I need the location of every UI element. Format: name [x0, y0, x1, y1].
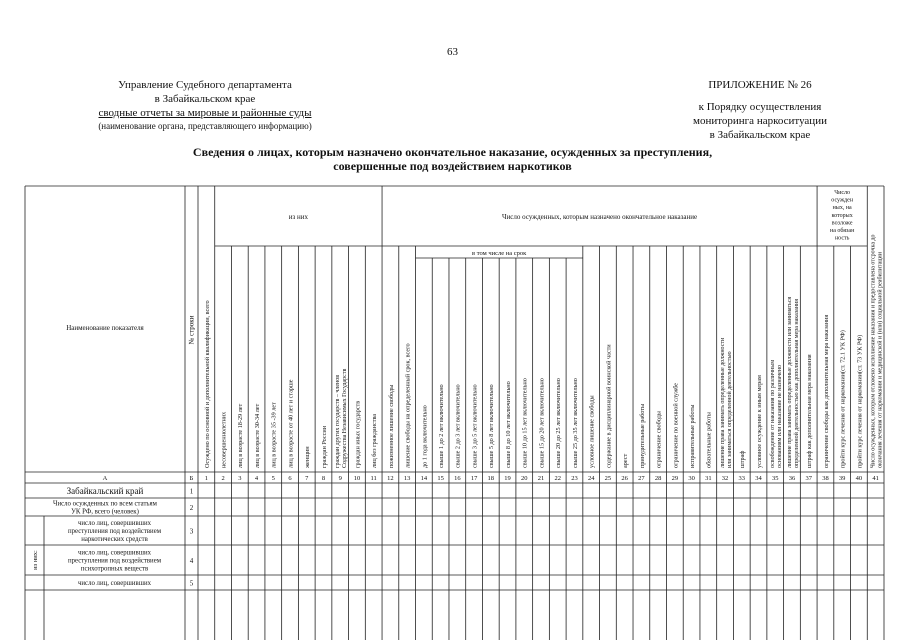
numbering-cell: 16 — [454, 475, 461, 482]
col-header-32: лишение права занимать определенные должности — [719, 337, 726, 468]
numbering-cell: 1 — [204, 475, 208, 482]
numbering-cell: 19 — [504, 475, 511, 482]
numbering-cell: 7 — [305, 475, 309, 482]
col-header-34: условное осуждение к иным мерам — [755, 375, 763, 468]
row-label: число лиц, совершивших — [78, 580, 151, 587]
col-header-9: Содружества Независимых Государств — [342, 368, 349, 468]
row-label: наркотических средств — [81, 536, 148, 543]
numbering-cell: 17 — [470, 475, 478, 482]
group-header-obligations: которых — [831, 212, 853, 219]
organization-caption: (наименование органа, представляющего информацию) — [98, 121, 312, 131]
col-header-35: основаниям или наказание не назначено — [777, 365, 784, 468]
group-header-terms: в том числе на срок — [472, 250, 527, 257]
numbering-cell: 13 — [403, 475, 411, 482]
col-header-29: ограничение по военной службе — [672, 382, 680, 468]
numbering-cell: 41 — [872, 475, 879, 482]
numbering-cell: 34 — [755, 475, 762, 482]
col-header-41: окончания лечения от наркомании и медицинской и (или) социальной реабилитации — [877, 252, 884, 468]
col-header-11: лиц без гражданства — [371, 413, 379, 468]
col-header-1: Осуждено по основной и дополнительной квалификации, всего — [203, 300, 211, 468]
appendix-line-1: к Порядку осуществления — [698, 101, 822, 113]
col-header-40: пройти курс лечения от наркомании(ст. 73 УК РФ) — [856, 334, 864, 468]
col-header-2: несовершеннолетних — [220, 411, 228, 468]
col-header-38: ограничение свободы как дополнительная мера наказания — [822, 314, 830, 468]
row-number: 3 — [189, 527, 194, 536]
col-header-23: свыше 25 до 35 лет включительно — [571, 378, 579, 468]
col-header-3: лиц в возрасте 18-29 лет — [237, 403, 245, 468]
numbering-cell: 31 — [705, 475, 712, 482]
appendix-heading: ПРИЛОЖЕНИЕ № 26 — [708, 79, 812, 91]
col-header-26: арест — [622, 453, 630, 468]
numbering-cell: 29 — [671, 475, 679, 482]
col-header-22: свыше 20 до 25 лет включительно — [555, 378, 563, 468]
group-header-obligations: на обязан — [830, 228, 855, 234]
row-label: УК РФ, всего (человек) — [71, 508, 139, 516]
group-header-obligations: возложе — [831, 220, 853, 227]
row-number: 5 — [189, 579, 194, 588]
col-header-27: принудительные работы — [638, 403, 646, 468]
col-header-5: лиц в возрасте 35 -39 лет — [270, 402, 278, 468]
numbering-cell: 3 — [238, 475, 242, 482]
numbering-cell: Б — [189, 475, 194, 482]
numbering-cell: 15 — [437, 475, 444, 482]
numbering-cell: 28 — [654, 475, 662, 482]
row-label: психотропных веществ — [80, 565, 149, 573]
col-header-24: условное лишение свободы — [588, 395, 596, 468]
col-header-16: свыше 2 до 3 лет включительно — [454, 384, 462, 468]
group-header-punishment: Число осужденных, которым назначено окончательное наказание — [502, 213, 698, 221]
numbering-cell: 10 — [353, 475, 361, 482]
numbering-cell: 40 — [855, 475, 863, 482]
col-header-4: лиц в возрасте 30-34 лет — [253, 403, 261, 468]
col-header-18: свыше 5 до 8 лет включительно — [488, 384, 496, 468]
col-header-19: свыше 8 до 10 лет включительно — [504, 381, 512, 468]
appendix-line-2: мониторинга наркоситуации — [693, 115, 827, 127]
numbering-cell: 21 — [537, 475, 545, 482]
appendix-line-3: в Забайкальском крае — [709, 129, 811, 141]
numbering-cell: 9 — [338, 475, 342, 482]
col-header-17: свыше 3 до 5 лет включительно — [471, 384, 479, 468]
numbering-cell: А — [102, 475, 108, 482]
organization-line-1: Управление Судебного департамента — [118, 79, 292, 91]
row-label: число лиц, совершивших — [78, 520, 151, 527]
col-header-28: ограничение свободы — [655, 411, 663, 468]
row-label: преступления под воздействием — [67, 557, 162, 565]
col-header-30: исправительные работы — [688, 404, 696, 468]
numbering-cell: 23 — [571, 475, 578, 482]
numbering-cell: 14 — [420, 475, 428, 482]
numbering-cell: 30 — [688, 475, 695, 482]
col-header-35: освобождение от наказания по различным — [770, 359, 777, 468]
numbering-cell: 6 — [288, 475, 292, 482]
row-number: 4 — [189, 557, 194, 565]
numbering-cell: 12 — [387, 475, 394, 482]
numbering-cell: 18 — [487, 475, 495, 482]
numbering-cell: 36 — [788, 475, 796, 482]
col-header-20: свыше 10 до 15 лет включительно — [521, 378, 529, 468]
col-header-39: пройти курс лечения от наркомании(ст. 72.1 УК РФ) — [839, 330, 847, 468]
col-header-10: граждан иных государств — [354, 400, 362, 468]
row-label: число лиц, совершивших — [78, 549, 151, 557]
title-line-2: совершенные под воздействием наркотиков — [333, 159, 572, 173]
numbering-cell: 25 — [604, 475, 612, 482]
organization-line-3: сводные отчеты за мировые и районные суды — [98, 107, 312, 119]
col-header-31: обязательные работы — [705, 412, 713, 468]
col-header-25: содержание в дисциплинарной воинской части — [605, 344, 613, 468]
page-number: 63 — [447, 46, 458, 58]
col-header-41: Число осужденных, которым отложено исполнение наказания и предоставлена отсрочка до — [870, 234, 877, 468]
group-header-iz-nih: из них — [288, 213, 309, 221]
row-label: преступления под воздействием — [67, 528, 162, 535]
col-header-33: штраф — [739, 450, 747, 468]
numbering-cell: 22 — [554, 475, 561, 482]
numbering-cell: 2 — [221, 475, 225, 482]
numbering-cell: 35 — [771, 475, 779, 482]
col-header-12: пожизненное лишение свободы — [387, 384, 395, 468]
group-header-obligations: ных, на — [832, 205, 852, 212]
col-header-9: граждан других государств – членов — [335, 374, 342, 468]
row-number: 2 — [189, 504, 194, 512]
numbering-cell: 5 — [271, 475, 275, 482]
col-header-13: лишение свободы на определенный срок, всего — [404, 343, 412, 468]
row-number: 1 — [189, 487, 194, 496]
group-header-obligations: осужден — [831, 197, 854, 204]
numbering-cell: 32 — [721, 475, 729, 482]
group-header-obligations: Число — [834, 190, 851, 196]
row-label: Забайкальский край — [66, 486, 144, 496]
col-header-15: свыше 1 до 2 лет включительно — [438, 384, 446, 468]
col-header-6: лиц в возрасте от 40 лет и старше — [287, 379, 295, 468]
numbering-cell: 4 — [254, 475, 259, 482]
title-line-1: Сведения о лицах, которым назначено окончательное наказание, осужденных за преступления, — [192, 145, 713, 159]
col-header-row-number: № строки — [187, 315, 196, 345]
group-header-obligations: ность — [834, 235, 850, 242]
col-header-14: до 1 года включительно — [421, 405, 429, 468]
col-header-21: свыше 15 до 20 лет включительно — [538, 378, 546, 468]
numbering-cell: 24 — [587, 475, 595, 482]
organization-line-2: в Забайкальском крае — [154, 93, 256, 105]
numbering-cell: 38 — [822, 475, 829, 482]
col-header-36: лишение права занимать определенные должности или заниматься — [786, 296, 793, 468]
numbering-cell: 8 — [321, 475, 326, 482]
numbering-cell: 20 — [521, 475, 528, 482]
numbering-cell: 33 — [738, 475, 746, 482]
numbering-cell: 27 — [638, 475, 645, 482]
row-label: Число осужденных по всем статьям — [53, 500, 157, 508]
numbering-cell: 37 — [805, 475, 812, 482]
col-header-name: Наименование показателя — [66, 324, 144, 332]
side-label-iz-nih: из них: — [32, 550, 39, 570]
col-header-7: женщин — [304, 446, 312, 468]
numbering-cell: 39 — [838, 475, 846, 482]
numbering-cell: 11 — [370, 475, 377, 482]
col-header-37: штраф как дополнительная мера наказания — [806, 354, 814, 468]
col-header-8: граждан России — [320, 425, 328, 468]
numbering-cell: 26 — [621, 475, 628, 482]
col-header-32: или заниматься определенной деятельностью — [726, 351, 733, 468]
col-header-36: определенной деятельностью как дополнительная мера наказания — [793, 298, 800, 468]
